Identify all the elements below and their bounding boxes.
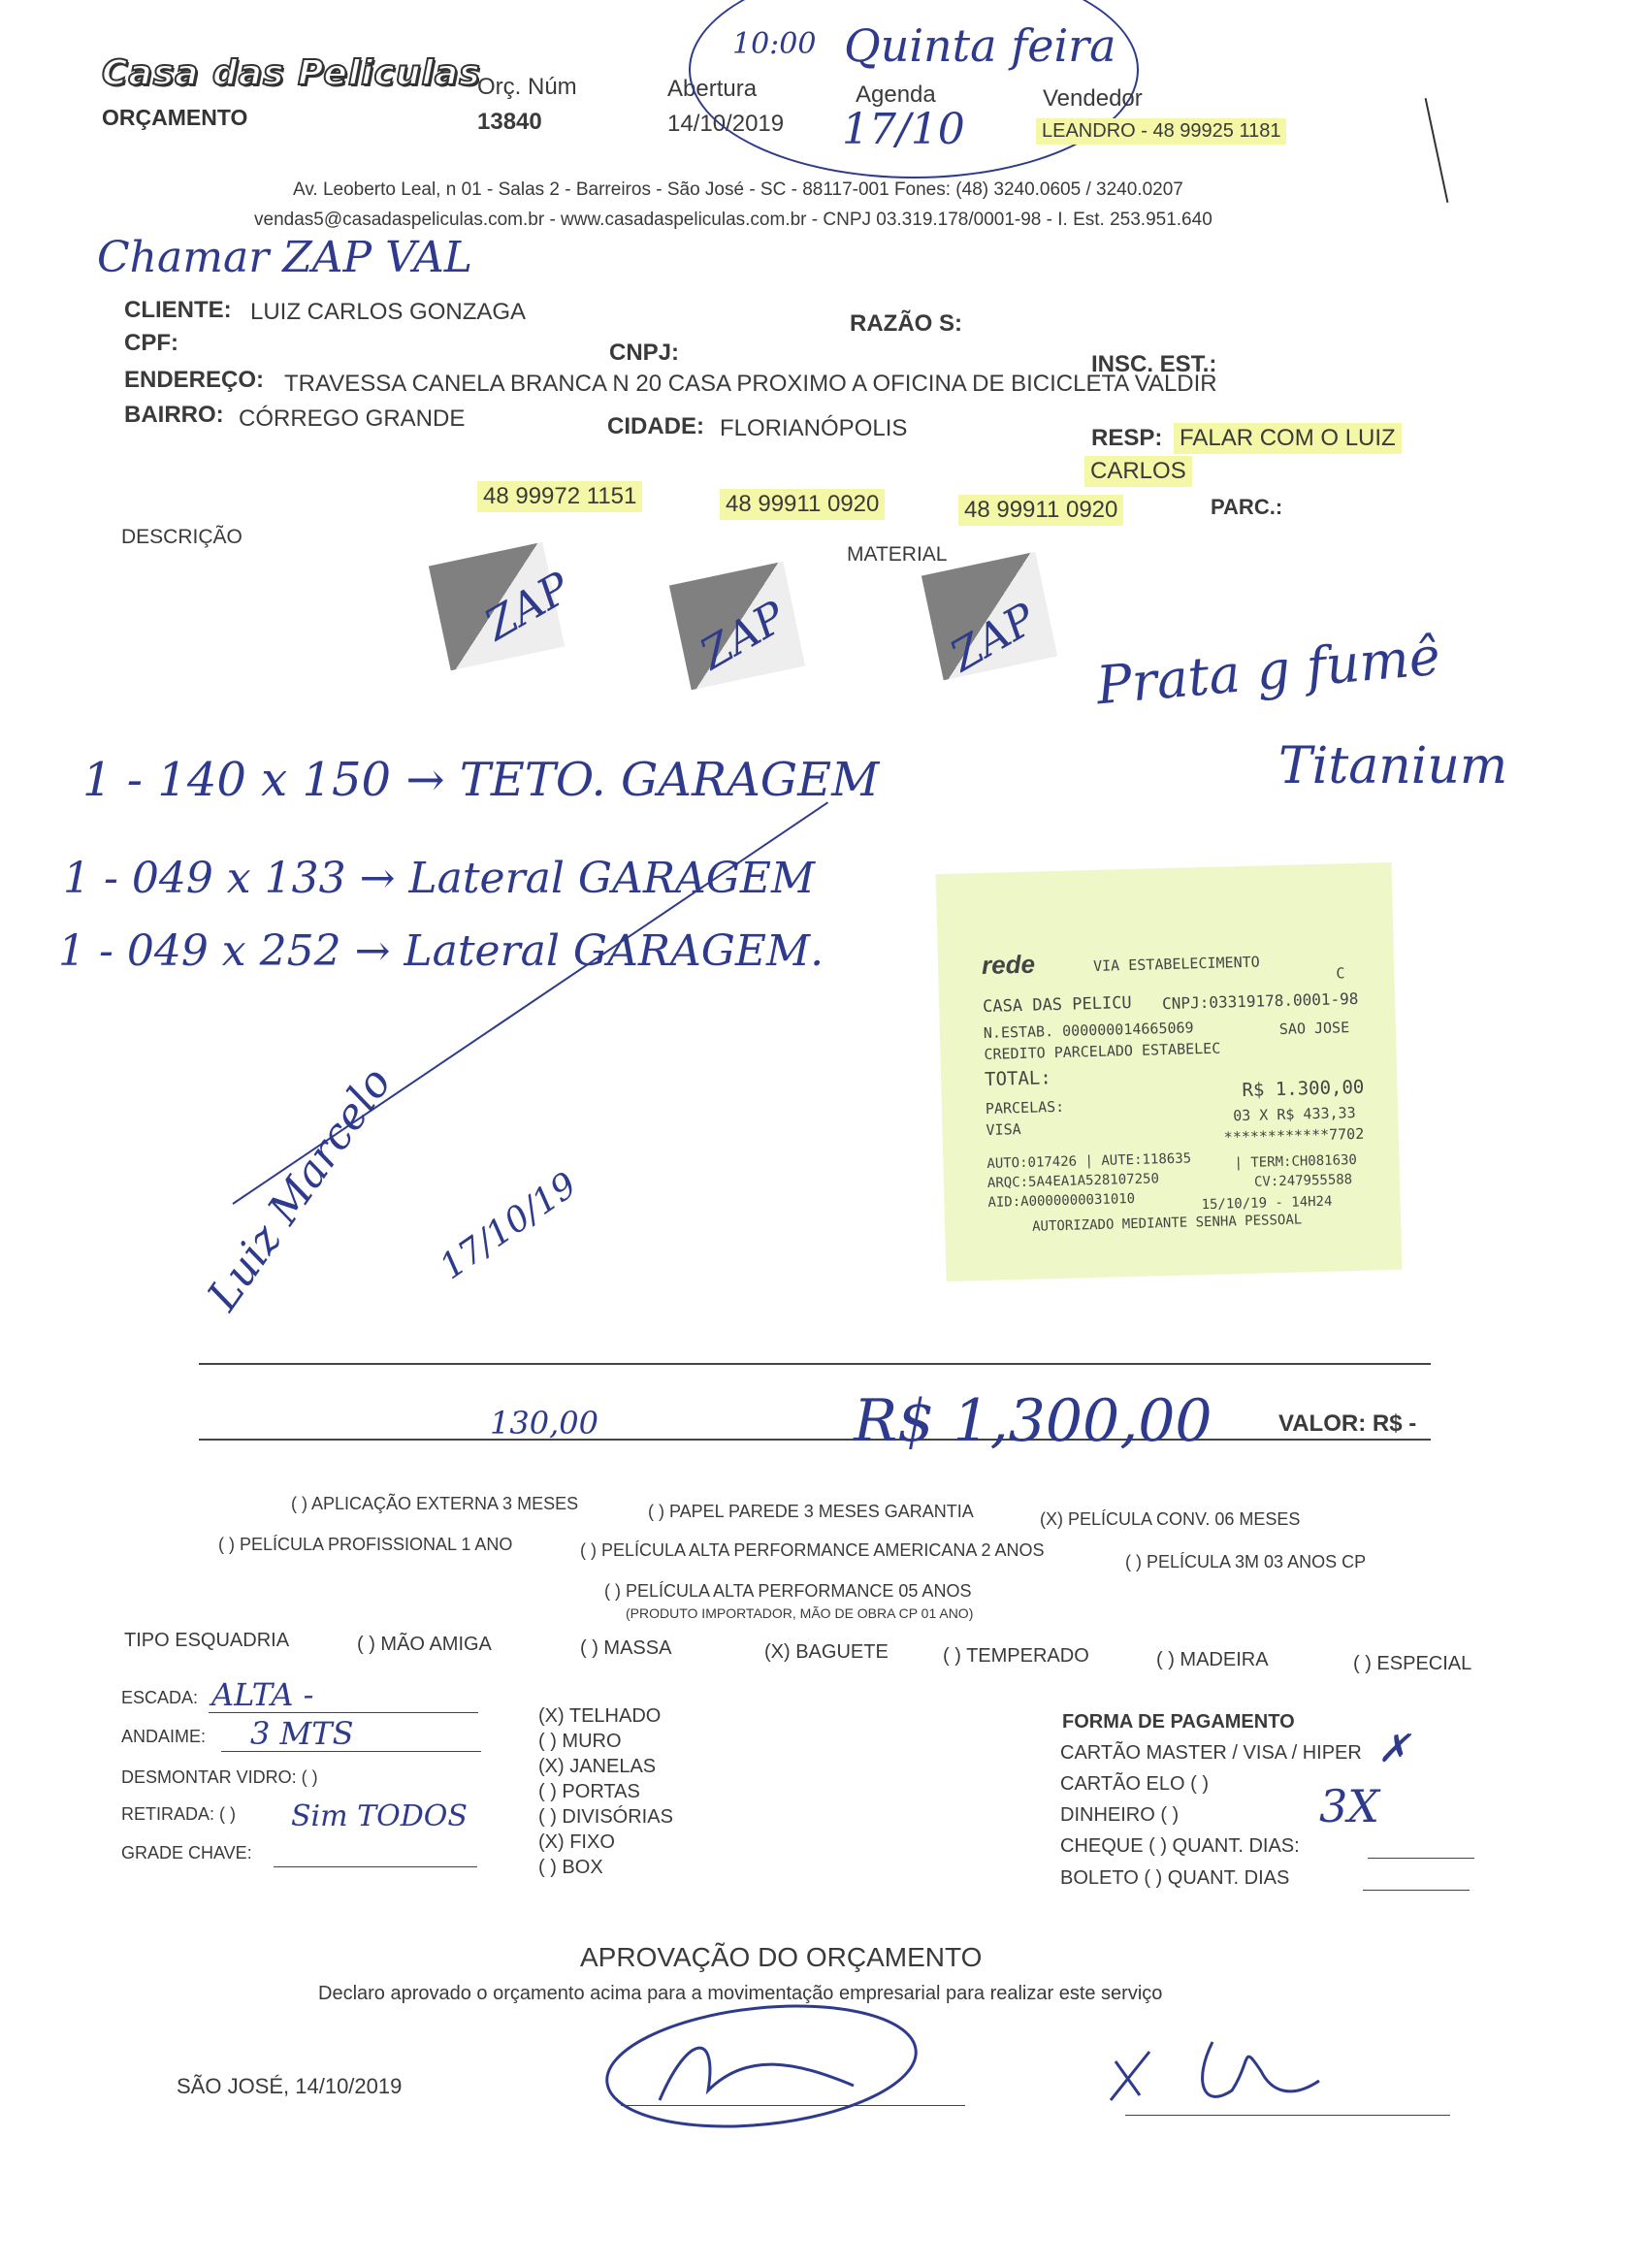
check-muro[interactable]: ( ) MURO <box>538 1731 622 1752</box>
payment-dinheiro[interactable]: DINHEIRO ( ) <box>1060 1804 1180 1826</box>
receipt-parcelas-label: PARCELAS: <box>985 1097 1065 1118</box>
boleto-underline <box>1363 1890 1470 1891</box>
check-telhado[interactable]: (X) TELHADO <box>538 1705 662 1727</box>
desmontar-label[interactable]: DESMONTAR VIDRO: ( ) <box>121 1767 318 1787</box>
esquadria-baguete[interactable]: (X) BAGUETE <box>764 1641 889 1663</box>
phone-2: 48 99911 0920 <box>720 489 885 520</box>
company-address: Av. Leoberto Leal, n 01 - Salas 2 - Barreiros - São José - SC - 88117-001 Fones: (48) 3240.0605 / 3240.0207 <box>293 179 1183 200</box>
check-divisorias[interactable]: ( ) DIVISÓRIAS <box>538 1806 673 1828</box>
receipt-brand: rede <box>981 949 1036 981</box>
payment-installments: 3X <box>1319 1780 1380 1832</box>
retirada-value: Sim TODOS <box>291 1799 468 1833</box>
receipt-city: SAO JOSE <box>1278 1019 1350 1039</box>
esquadria-temperado[interactable]: ( ) TEMPERADO <box>943 1645 1089 1667</box>
orc-num-label: Orç. Núm <box>477 74 577 100</box>
esquadria-especial[interactable]: ( ) ESPECIAL <box>1353 1653 1472 1674</box>
receipt-total: R$ 1.300,00 <box>1242 1076 1365 1102</box>
approval-title: APROVAÇÃO DO ORÇAMENTO <box>580 1942 983 1972</box>
cpf-label: CPF: <box>124 330 178 356</box>
material-label: MATERIAL <box>847 543 948 566</box>
grade-underline <box>274 1866 477 1867</box>
card-receipt <box>936 862 1403 1281</box>
handwritten-note-top: Chamar ZAP VAL <box>97 233 472 282</box>
receipt-footer: AUTORIZADO MEDIANTE SENHA PESSOAL <box>1031 1212 1303 1235</box>
payment-cheque[interactable]: CHEQUE ( ) QUANT. DIAS: <box>1060 1835 1300 1857</box>
escada-underline <box>209 1712 478 1713</box>
andaime-value: 3 MTS <box>250 1715 354 1752</box>
zap-stamp-text-3: ZAP <box>942 594 1045 682</box>
signature-approval-right <box>1096 2023 1368 2129</box>
agenda-label: Agenda <box>856 81 936 108</box>
company-logo: Casa das Peliculas <box>102 53 481 93</box>
parc-label: PARC.: <box>1211 495 1283 519</box>
cidade-label: CIDADE: <box>607 413 704 439</box>
resp-label: RESP: <box>1091 425 1163 451</box>
payment-boleto[interactable]: BOLETO ( ) QUANT. DIAS <box>1060 1867 1290 1889</box>
receipt-via: VIA ESTABELECIMENTO <box>1092 953 1260 975</box>
item-line-1: 1 - 140 x 150 → TETO. GARAGEM <box>82 753 880 807</box>
receipt-total-label: TOTAL: <box>984 1067 1052 1090</box>
grade-chave-label: GRADE CHAVE: <box>121 1843 252 1863</box>
option-aplicacao-externa[interactable]: ( ) APLICAÇÃO EXTERNA 3 MESES <box>291 1494 579 1513</box>
receipt-card: VISA <box>986 1120 1021 1139</box>
approval-place-date: SÃO JOSÉ, 14/10/2019 <box>177 2074 403 2098</box>
escada-value: ALTA - <box>211 1676 314 1713</box>
receipt-card-number: ************7702 <box>1223 1124 1365 1147</box>
receipt-cnpj: CNPJ:03319178.0001-98 <box>1161 988 1359 1014</box>
receipt-type: CREDITO PARCELADO ESTABELEC <box>984 1039 1221 1063</box>
retirada-label[interactable]: RETIRADA: ( ) <box>121 1804 237 1824</box>
cnpj-label: CNPJ: <box>609 340 680 366</box>
receipt-parcelas: 03 X R$ 433,33 <box>1232 1103 1356 1125</box>
value-line-1 <box>199 1363 1431 1365</box>
esquadria-mao-amiga[interactable]: ( ) MÃO AMIGA <box>357 1634 492 1655</box>
staple-mark <box>1425 98 1449 203</box>
abertura-date: 14/10/2019 <box>667 111 785 137</box>
payment-cartao-master[interactable]: CARTÃO MASTER / VISA / HIPER <box>1060 1742 1362 1764</box>
option-note: (PRODUTO IMPORTADOR, MÃO DE OBRA CP 01 ANO) <box>626 1605 974 1621</box>
zap-stamp-text-2: ZAP <box>692 592 794 680</box>
receipt-aid: AID:A0000000031010 <box>987 1190 1136 1211</box>
check-portas[interactable]: ( ) PORTAS <box>538 1781 640 1802</box>
document-type: ORÇAMENTO <box>102 105 248 130</box>
receipt-store: CASA DAS PELICU <box>982 992 1132 1017</box>
vendedor-name: LEANDRO - 48 99925 1181 <box>1036 118 1286 145</box>
cheque-underline <box>1368 1858 1474 1859</box>
option-papel-parede[interactable]: ( ) PAPEL PAREDE 3 MESES GARANTIA <box>648 1502 974 1521</box>
esquadria-massa[interactable]: ( ) MASSA <box>580 1637 672 1659</box>
receipt-auto: AUTO:017426 | AUTE:118635 <box>986 1150 1192 1172</box>
endereco-value: TRAVESSA CANELA BRANCA N 20 CASA PROXIMO A OFICINA DE BICICLETA VALDIR <box>284 371 1217 397</box>
receipt-arqc: ARQC:5A4EA1A528107250 <box>986 1171 1160 1191</box>
check-box[interactable]: ( ) BOX <box>538 1857 603 1878</box>
vendedor-label: Vendedor <box>1043 85 1143 112</box>
option-pelicula-conv[interactable]: (X) PELÍCULA CONV. 06 MESES <box>1040 1509 1301 1529</box>
abertura-label: Abertura <box>667 76 758 102</box>
receipt-cv: CV:247955588 <box>1253 1172 1353 1190</box>
item-line-3: 1 - 049 x 252 → Lateral GARAGEM. <box>58 926 824 976</box>
option-pelicula-profissional[interactable]: ( ) PELÍCULA PROFISSIONAL 1 ANO <box>218 1535 513 1554</box>
phone-1: 48 99972 1151 <box>477 481 642 512</box>
payment-cartao-elo[interactable]: CARTÃO ELO ( ) <box>1060 1773 1209 1795</box>
receipt-datetime: 15/10/19 - 14H24 <box>1201 1193 1333 1214</box>
receipt-estab: N.ESTAB. 000000014665069 <box>983 1019 1194 1042</box>
payment-check-mark: ✗ <box>1377 1727 1410 1771</box>
cliente-label: CLIENTE: <box>124 297 232 323</box>
value-total: R$ 1,300,00 <box>854 1387 1212 1455</box>
item-line-2: 1 - 049 x 133 → Lateral GARAGEM <box>63 854 816 903</box>
orc-num: 13840 <box>477 109 542 135</box>
option-pelicula-3m[interactable]: ( ) PELÍCULA 3M 03 ANOS CP <box>1125 1552 1367 1571</box>
andaime-label: ANDAIME: <box>121 1727 207 1746</box>
endereco-label: ENDEREÇO: <box>124 367 265 393</box>
agenda-time: 10:00 <box>732 27 817 61</box>
zap-stamp-text-1: ZAP <box>476 563 579 651</box>
signature-approval-left <box>601 1993 922 2139</box>
signature-date: 17/10/19 <box>433 1164 585 1288</box>
insc-label: INSC. EST.: <box>1091 351 1217 377</box>
value-small: 130,00 <box>490 1405 598 1442</box>
valor-label: VALOR: R$ - <box>1278 1410 1417 1437</box>
material-note-1: Prata g fumê <box>1093 625 1443 717</box>
agenda-day: Quinta feira <box>844 19 1116 72</box>
resp-line1: FALAR COM O LUIZ <box>1174 423 1402 454</box>
check-janelas[interactable]: (X) JANELAS <box>538 1756 657 1777</box>
option-pelicula-05-anos[interactable]: ( ) PELÍCULA ALTA PERFORMANCE 05 ANOS <box>604 1581 972 1601</box>
andaime-underline <box>221 1751 481 1752</box>
esquadria-madeira[interactable]: ( ) MADEIRA <box>1156 1649 1269 1670</box>
esquadria-label: TIPO ESQUADRIA <box>124 1630 290 1651</box>
descricao-label: DESCRIÇÃO <box>121 526 242 548</box>
phone-3: 48 99911 0920 <box>958 495 1123 526</box>
agenda-date: 17/10 <box>842 105 965 154</box>
escada-label: ESCADA: <box>121 1688 199 1707</box>
resp-line2: CARLOS <box>1084 456 1192 487</box>
option-pelicula-americana[interactable]: ( ) PELÍCULA ALTA PERFORMANCE AMERICANA 2 ANOS <box>580 1540 1045 1560</box>
razao-label: RAZÃO S: <box>850 310 962 337</box>
signature-client: Luiz Marcelo <box>198 1058 402 1320</box>
cliente-value: LUIZ CARLOS GONZAGA <box>250 299 527 325</box>
receipt-via-code: C <box>1336 964 1345 983</box>
payment-title: FORMA DE PAGAMENTO <box>1062 1711 1295 1733</box>
cidade-value: FLORIANÓPOLIS <box>720 415 908 441</box>
value-line-2 <box>199 1439 1431 1441</box>
approval-text: Declaro aprovado o orçamento acima para a movimentação empresarial para realizar este serviço <box>318 1983 1163 2004</box>
check-fixo[interactable]: (X) FIXO <box>538 1831 615 1853</box>
bairro-label: BAIRRO: <box>124 402 224 428</box>
bairro-value: CÓRREGO GRANDE <box>239 405 466 432</box>
material-note-2: Titanium <box>1278 737 1508 795</box>
company-contact: vendas5@casadaspeliculas.com.br - www.casadaspeliculas.com.br - CNPJ 03.319.178/0001-98 - I. Est. 253.951.640 <box>254 210 1212 230</box>
receipt-term: | TERM:CH081630 <box>1234 1151 1358 1172</box>
